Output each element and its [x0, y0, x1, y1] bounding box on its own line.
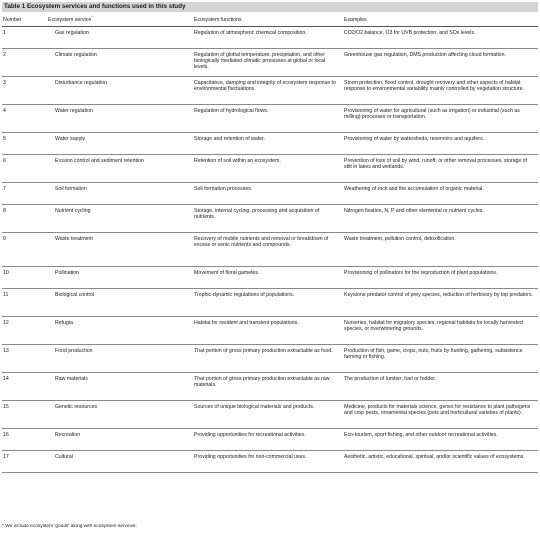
cell-number: 3 [2, 76, 47, 104]
cell-examples: Prevention of loss of soil by wind, runoff, or other removal processes, storage of stilt in lakes and wetlands. [343, 154, 538, 182]
cell-examples: Storm protection, flood control, drought recovery and other aspects of habitat response to environmental variability mainly controlled by vegetation structure. [343, 76, 538, 104]
cell-functions: That portion of gross primary production extractable as food. [193, 344, 343, 372]
table-header-row [2, 14, 538, 26]
table-row [2, 344, 538, 372]
table-row [2, 232, 538, 266]
cell-service: Recreation [47, 428, 193, 450]
cell-number: 17 [2, 450, 47, 472]
cell-number: 15 [2, 400, 47, 428]
header-service-footnote-mark: * [91, 15, 93, 19]
cell-number: 5 [2, 132, 47, 154]
cell-examples: Medicine, products for materials science, genes for resistance to plant pathogens and crop pests, ornamental species (pets and horticultural varieties of plants). [343, 400, 538, 428]
cell-functions: Habitat for resident and transient populations. [193, 316, 343, 344]
cell-examples: Keystone predator control of prey species, reduction of herbivory by top predators. [343, 288, 538, 316]
cell-functions: Movement of floral gametes. [193, 266, 343, 288]
cell-functions: Providing opportunities for non-commercial uses. [193, 450, 343, 472]
cell-number: 16 [2, 428, 47, 450]
cell-functions: Regulation of global temperature, precipitation, and other biologically mediated climatic processes at global or local levels. [193, 48, 343, 76]
cell-examples: Nitrogen fixation, N, P and other elemental or nutrient cycles. [343, 204, 538, 232]
table-caption: Table 1 Ecosystem services and functions used in this study [2, 2, 538, 12]
cell-functions: Retention of soil within an ecosystem. [193, 154, 343, 182]
cell-service: Genetic resources [47, 400, 193, 428]
cell-number: 13 [2, 344, 47, 372]
cell-number: 11 [2, 288, 47, 316]
table-row [2, 428, 538, 450]
cell-service: Biological control [47, 288, 193, 316]
cell-functions: Regulation of hydrological flows. [193, 104, 343, 132]
table-row [2, 26, 538, 48]
cell-examples: Waste treatment, pollution control, detoxification. [343, 232, 538, 266]
cell-service: Climate regulation [47, 48, 193, 76]
table-row [2, 104, 538, 132]
cell-service: Soil formation [47, 182, 193, 204]
cell-number: 12 [2, 316, 47, 344]
table-row [2, 132, 538, 154]
cell-service: Water supply [47, 132, 193, 154]
table-row [2, 288, 538, 316]
cell-functions: Recovery of mobile nutrients and removal or breakdown of excess or xenic nutrients and compounds. [193, 232, 343, 266]
cell-functions: Storage, internal cycling, processing and acquisition of nutrients. [193, 204, 343, 232]
table-row [2, 48, 538, 76]
cell-examples: Provisioning of water for agricultural (such as irrigation) or industrial (such as milling) processes or transportation. [343, 104, 538, 132]
cell-number: 6 [2, 154, 47, 182]
table-row [2, 76, 538, 104]
cell-service: Nutrient cycling [47, 204, 193, 232]
cell-service: Cultural [47, 450, 193, 472]
header-service [47, 14, 193, 26]
header-functions: Ecosystem functions [193, 14, 343, 26]
cell-number: 7 [2, 182, 47, 204]
table-row [2, 182, 538, 204]
table-row [2, 372, 538, 400]
table-row [2, 316, 538, 344]
cell-functions: Trophic-dynamic regulations of populations. [193, 288, 343, 316]
cell-examples: Eco-tourism, sport fishing, and other outdoor recreational activities. [343, 428, 538, 450]
cell-number: 10 [2, 266, 47, 288]
table-row [2, 400, 538, 428]
table-row [2, 450, 538, 472]
cell-service: Gas regulation [47, 26, 193, 48]
cell-functions: Sources of unique biological materials and products. [193, 400, 343, 428]
table-row [2, 266, 538, 288]
cell-service: Water regulation [47, 104, 193, 132]
cell-examples: Greenhouse gas regulation, DMS production affecting cloud formation. [343, 48, 538, 76]
cell-service: Raw materials [47, 372, 193, 400]
cell-examples: CO2/O2 balance, O3 for UVB protection, and SOx levels. [343, 26, 538, 48]
cell-functions: Regulation of atmospheric chemical composition. [193, 26, 343, 48]
cell-number: 8 [2, 204, 47, 232]
ecosystem-services-table [2, 14, 538, 473]
cell-service: Refugia [47, 316, 193, 344]
cell-service: Disturbance regulation [47, 76, 193, 104]
cell-number: 1 [2, 26, 47, 48]
table-footnote: * We include ecosystem 'goods' along with ecosystem services. [2, 524, 137, 529]
table-body [2, 26, 538, 472]
cell-examples: The production of lumber, fuel or fodder. [343, 372, 538, 400]
table-row [2, 204, 538, 232]
cell-service: Erosion control and sediment retention [47, 154, 193, 182]
cell-examples: Provisioning of pollinators for the reproduction of plant populations. [343, 266, 538, 288]
cell-number: 2 [2, 48, 47, 76]
cell-number: 14 [2, 372, 47, 400]
cell-service: Waste treatment [47, 232, 193, 266]
header-examples: Examples [343, 14, 538, 26]
cell-functions: Capacitance, damping and integrity of ecosystem response to environmental fluctuations. [193, 76, 343, 104]
cell-service: Food production [47, 344, 193, 372]
cell-functions: Soil formation processes. [193, 182, 343, 204]
cell-functions: Storage and retention of water. [193, 132, 343, 154]
cell-examples: Production of fish, game, crops, nuts, fruits by hunting, gathering, subsistence farming or fishing. [343, 344, 538, 372]
cell-service: Pollination [47, 266, 193, 288]
cell-examples: Aesthetic, artistic, educational, spiritual, and/or scientific values of ecosystems. [343, 450, 538, 472]
cell-examples: Provisioning of water by watersheds, reservoirs and aquifers. [343, 132, 538, 154]
cell-examples: Weathering of rock and the accumulation of organic material. [343, 182, 538, 204]
cell-number: 9 [2, 232, 47, 266]
cell-examples: Nurseries, habitat for migratory species, regional habitats for locally harvested species, or overwintering grounds. [343, 316, 538, 344]
header-number: Number [2, 14, 47, 26]
cell-functions: That portion of gross primary production extractable as raw materials. [193, 372, 343, 400]
header-service-label: Ecosystem service [48, 17, 92, 23]
cell-number: 4 [2, 104, 47, 132]
cell-functions: Providing opportunities for recreational activities. [193, 428, 343, 450]
table-row [2, 154, 538, 182]
